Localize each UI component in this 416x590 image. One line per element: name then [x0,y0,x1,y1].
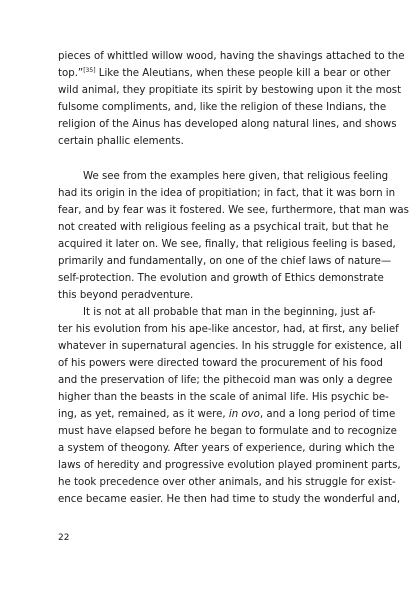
text-line: pieces of whittled willow wood, having the shavings attached to the [58,51,405,62]
text-line: self-protection. The evolution and growth of Ethics demonstrate [58,273,384,284]
text-line: must have elapsed before he began to formulate and to recognize [58,426,397,437]
text-span: , and a long period of time [259,409,396,420]
text-line: ter his evolution from his ape-like ancestor, had, at first, any belief [58,324,399,335]
text-line: he took precedence over other animals, and his struggle for exist- [58,477,396,488]
text-line: a system of theogony. After years of experience, during which the [58,443,395,454]
text-line: wild animal, they propitiate its spirit by bestowing upon it the most [58,85,402,96]
text-line [58,65,391,82]
text-line: fear, and by fear was it fostered. We see, furthermore, that man was [58,205,409,216]
text-span: Like the Aleutians, when these people kill a bear or other [95,68,391,79]
text-line: higher than the beasts in the scale of animal life. His psychic be- [58,392,389,403]
text-line: fulsome compliments, and, like the religion of these Indians, the [58,102,387,113]
text-line: had its origin in the idea of propitiation; in fact, that it was born in [58,188,396,199]
page-number: 22 [58,533,70,543]
text-line: religion of the Ainus has developed along natural lines, and shows [58,119,397,130]
footnote-reference[interactable]: [35] [83,67,96,74]
text-line: and the preservation of life; the pithecoid man was only a degree [58,375,393,386]
text-line: ence became easier. He then had time to study the wonderful and, [58,494,401,505]
text-line: primarily and fundamentally, on one of the chief laws of nature— [58,256,392,267]
text-line: It is not at all probable that man in the beginning, just af- [83,307,376,318]
text-line: of his powers were directed toward the procurement of his food [58,358,383,369]
text-span: ing, as yet, remained, as it were, [58,409,229,420]
text-line: certain phallic elements. [58,136,184,147]
text-line: this beyond peradventure. [58,290,194,301]
text-span: top.” [58,68,84,79]
italic-phrase: in ovo [228,409,260,420]
text-line: whatever in supernatural agencies. In his struggle for existence, all [58,341,402,352]
text-line: acquired it later on. We see, finally, that religious feeling is based, [58,239,396,250]
text-line [58,406,396,423]
text-line: We see from the examples here given, that religious feeling [83,171,389,182]
text-line: not created with religious feeling as a psychical trait, but that he [58,222,389,233]
text-line: laws of heredity and progressive evolution played prominent parts, [58,460,401,471]
